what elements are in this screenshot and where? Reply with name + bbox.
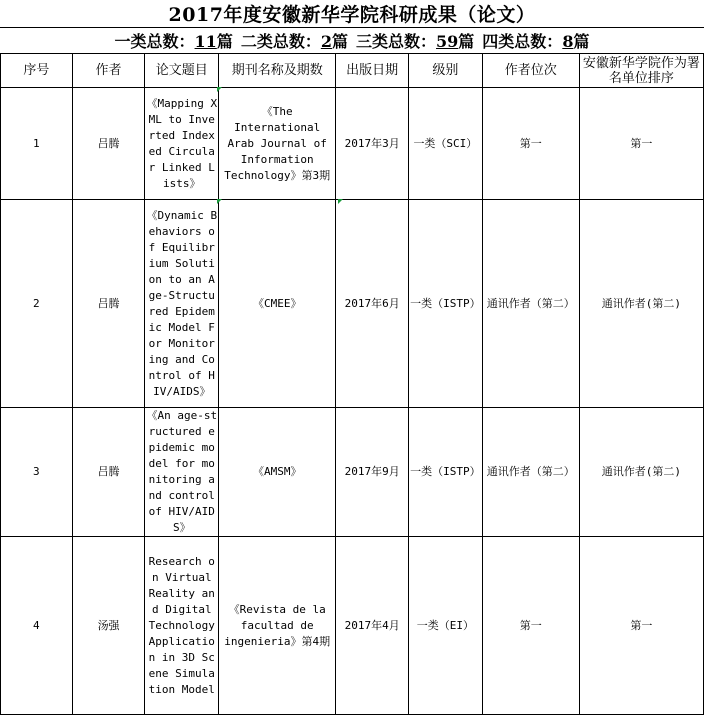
col-header-position[interactable]: 作者位次 [482, 54, 579, 88]
summary-class-2 [241, 29, 348, 52]
col-header-level[interactable]: 级别 [409, 54, 483, 88]
cell-journal[interactable]: 《CMEE》 [219, 200, 336, 408]
cell-comment-marker [217, 87, 222, 92]
cell-author[interactable]: 吕腾 [72, 408, 145, 537]
cell-position[interactable]: 通讯作者（第二） [482, 408, 579, 537]
col-header-no[interactable]: 序号 [1, 54, 73, 88]
cell-date[interactable]: 2017年6月 [336, 200, 409, 408]
summary-unit: 篇 [573, 32, 590, 51]
cell-level[interactable]: 一类（ISTP） [409, 408, 483, 537]
col-header-title[interactable]: 论文题目 [145, 54, 219, 88]
cell-author[interactable]: 吕腾 [72, 88, 145, 200]
cell-date[interactable]: 2017年4月 [336, 537, 409, 715]
papers-table [0, 53, 704, 715]
table-row [1, 88, 704, 200]
summary-count: 8 [562, 32, 574, 51]
cell-title[interactable]: Research on Virtual Reality and Digital Technology Application in 3D Scene Simulation Model [145, 537, 219, 715]
summary-class-4 [482, 29, 589, 52]
cell-rank[interactable]: 第一 [579, 88, 703, 200]
summary-unit: 篇 [216, 32, 233, 51]
cell-journal[interactable]: 《AMSM》 [219, 408, 336, 537]
cell-no[interactable]: 1 [1, 88, 73, 200]
cell-rank[interactable]: 通讯作者(第二) [579, 200, 703, 408]
cell-title[interactable]: 《Mapping XML to Inverted Indexed Circular Linked Lists》 [145, 88, 219, 200]
summary-label: 二类总数： [240, 32, 321, 51]
cell-comment-marker [217, 199, 222, 204]
cell-rank[interactable]: 第一 [579, 537, 703, 715]
summary-count: 11 [194, 32, 217, 51]
summary-unit: 篇 [458, 32, 475, 51]
summary-label: 四类总数： [482, 32, 563, 51]
summary-unit: 篇 [331, 32, 348, 51]
cell-comment-marker [338, 199, 343, 204]
cell-no[interactable]: 2 [1, 200, 73, 408]
col-header-journal[interactable]: 期刊名称及期数 [219, 54, 336, 88]
cell-position[interactable]: 通讯作者（第二） [482, 200, 579, 408]
cell-no[interactable]: 4 [1, 537, 73, 715]
summary-label: 一类总数： [114, 32, 195, 51]
table-header-row [1, 54, 704, 88]
sheet-title: 2017年度安徽新华学院科研成果（论文） [0, 0, 704, 28]
summary-class-3 [356, 29, 474, 52]
cell-level[interactable]: 一类（EI） [409, 537, 483, 715]
cell-journal[interactable]: 《The International Arab Journal of Information Technology》第3期 [219, 88, 336, 200]
cell-level[interactable]: 一类（ISTP） [409, 200, 483, 408]
summary-class-1 [115, 29, 233, 52]
cell-title[interactable]: 《Dynamic Behaviors of Equilibrium Solution to an Age-Structured Epidemic Model For Monitoring and Control of HIV/AIDS》 [145, 200, 219, 408]
summary-count: 59 [436, 32, 459, 51]
table-row [1, 537, 704, 715]
category-summary [0, 28, 704, 53]
cell-author[interactable]: 吕腾 [72, 200, 145, 408]
col-header-author[interactable]: 作者 [72, 54, 145, 88]
summary-count: 2 [320, 32, 332, 51]
col-header-rank[interactable]: 安徽新华学院作为署名单位排序 [579, 54, 703, 88]
cell-position[interactable]: 第一 [482, 88, 579, 200]
cell-date[interactable]: 2017年3月 [336, 88, 409, 200]
cell-journal[interactable]: 《Revista de la facultad de ingenieria》第4期 [219, 537, 336, 715]
cell-rank[interactable]: 通讯作者(第二) [579, 408, 703, 537]
cell-author[interactable]: 汤强 [72, 537, 145, 715]
cell-level[interactable]: 一类（SCI） [409, 88, 483, 200]
cell-title[interactable]: 《An age-structured epidemic model for monitoring and control of HIV/AIDS》 [145, 408, 219, 537]
cell-no[interactable]: 3 [1, 408, 73, 537]
cell-position[interactable]: 第一 [482, 537, 579, 715]
table-row [1, 200, 704, 408]
cell-date[interactable]: 2017年9月 [336, 408, 409, 537]
summary-label: 三类总数： [356, 32, 437, 51]
table-row [1, 408, 704, 537]
col-header-date[interactable]: 出版日期 [336, 54, 409, 88]
